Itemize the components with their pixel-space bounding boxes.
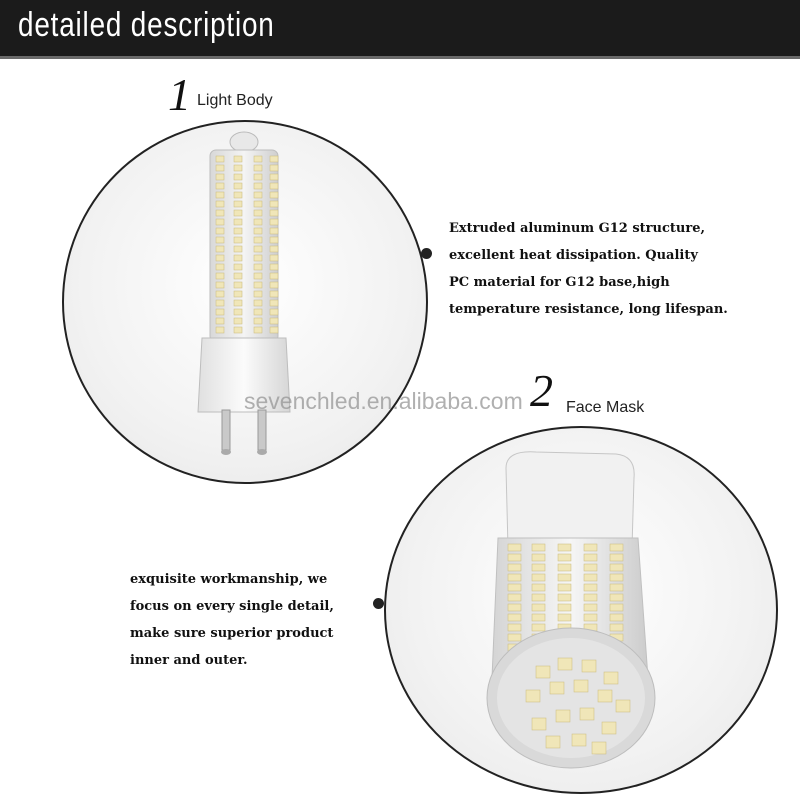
led-chip <box>558 614 571 621</box>
led-chip <box>546 736 560 748</box>
description-line: Extruded aluminum G12 structure, <box>449 221 705 236</box>
led-chip <box>234 219 242 225</box>
led-chip <box>216 156 224 162</box>
description-line: exquisite workmanship, we <box>130 572 328 587</box>
led-chip <box>270 201 278 207</box>
led-chip <box>558 574 571 581</box>
led-chip <box>216 309 224 315</box>
led-chip <box>270 255 278 261</box>
led-chip <box>556 710 570 722</box>
led-chip <box>558 594 571 601</box>
led-chip <box>610 554 623 561</box>
description-line: temperature resistance, long lifespan. <box>449 302 728 317</box>
led-chip <box>254 255 262 261</box>
led-chip <box>270 327 278 333</box>
led-chip <box>254 174 262 180</box>
led-chip <box>532 584 545 591</box>
led-chip <box>216 246 224 252</box>
led-chip <box>234 165 242 171</box>
led-chip <box>254 282 262 288</box>
led-chip <box>254 327 262 333</box>
led-chip <box>584 584 597 591</box>
led-chip <box>558 564 571 571</box>
led-chip <box>610 614 623 621</box>
led-chip <box>270 291 278 297</box>
led-chip <box>582 660 596 672</box>
led-chip <box>234 201 242 207</box>
led-chip <box>508 584 521 591</box>
led-chip <box>584 604 597 611</box>
led-chip <box>602 722 616 734</box>
led-chip <box>254 192 262 198</box>
led-chip <box>216 273 224 279</box>
led-chip <box>584 544 597 551</box>
led-chip <box>216 192 224 198</box>
led-chip <box>508 554 521 561</box>
led-chip <box>508 614 521 621</box>
led-chip <box>216 291 224 297</box>
led-chip <box>508 594 521 601</box>
led-chip <box>216 210 224 216</box>
led-chip <box>532 554 545 561</box>
led-chip <box>584 594 597 601</box>
led-chip <box>216 318 224 324</box>
led-chip <box>610 604 623 611</box>
led-chip <box>270 183 278 189</box>
led-chip <box>234 318 242 324</box>
led-chip <box>610 574 623 581</box>
led-chip <box>532 604 545 611</box>
led-chip <box>270 300 278 306</box>
led-chip <box>234 192 242 198</box>
led-chip <box>234 273 242 279</box>
header-title: detailed description <box>18 6 275 44</box>
led-chip <box>558 554 571 561</box>
led-chip <box>532 564 545 571</box>
led-chip <box>216 327 224 333</box>
section-label-light-body: Light Body <box>197 92 273 109</box>
led-chip <box>508 564 521 571</box>
led-chip <box>254 237 262 243</box>
description-line: make sure superior product <box>130 626 334 641</box>
header-banner <box>0 0 800 59</box>
led-chip <box>216 255 224 261</box>
led-chip <box>216 219 224 225</box>
face-mask-circle <box>384 426 778 794</box>
led-chip <box>270 309 278 315</box>
led-chip <box>270 192 278 198</box>
led-chip <box>254 201 262 207</box>
led-chip <box>234 255 242 261</box>
led-chip <box>580 708 594 720</box>
light-body-description <box>449 215 789 323</box>
led-chip <box>234 183 242 189</box>
led-chip <box>254 228 262 234</box>
bulb-angled-image <box>386 428 776 792</box>
led-chip <box>216 165 224 171</box>
led-chip <box>254 273 262 279</box>
led-chip <box>270 219 278 225</box>
led-chip <box>216 228 224 234</box>
led-chip <box>532 718 546 730</box>
led-chip <box>508 574 521 581</box>
led-chip <box>584 564 597 571</box>
led-chip <box>508 634 521 641</box>
section-number-2: 2 <box>530 365 553 416</box>
led-chip <box>610 564 623 571</box>
led-chip <box>254 219 262 225</box>
led-chip <box>254 291 262 297</box>
led-chip <box>270 156 278 162</box>
description-line: focus on every single detail, <box>130 599 334 614</box>
description-line: excellent heat dissipation. Quality <box>449 248 698 263</box>
face-mask-description <box>130 566 390 674</box>
led-chip <box>270 165 278 171</box>
led-chip <box>234 246 242 252</box>
led-chip <box>234 264 242 270</box>
led-chip <box>216 237 224 243</box>
led-chip <box>558 544 571 551</box>
led-chip <box>234 291 242 297</box>
led-chip <box>270 282 278 288</box>
led-chip <box>532 624 545 631</box>
led-chip <box>536 666 550 678</box>
led-chip <box>254 246 262 252</box>
led-chip <box>610 594 623 601</box>
led-chip <box>584 614 597 621</box>
led-chip <box>610 584 623 591</box>
led-chip <box>254 156 262 162</box>
led-chip <box>216 201 224 207</box>
led-chip <box>234 300 242 306</box>
led-chip <box>254 165 262 171</box>
led-chip <box>550 682 564 694</box>
led-chip <box>234 327 242 333</box>
led-chip <box>254 210 262 216</box>
led-chip <box>508 604 521 611</box>
led-chip <box>574 680 588 692</box>
led-chip <box>216 183 224 189</box>
led-chip <box>216 264 224 270</box>
led-chip <box>254 309 262 315</box>
led-chip <box>234 210 242 216</box>
light-body-circle <box>62 120 428 484</box>
led-chip <box>616 700 630 712</box>
description-line: PC material for G12 base,high <box>449 275 670 290</box>
led-chip <box>270 174 278 180</box>
led-chip <box>508 624 521 631</box>
led-chip <box>270 264 278 270</box>
led-chip <box>270 228 278 234</box>
led-chip <box>216 174 224 180</box>
led-chip <box>532 544 545 551</box>
led-chip <box>234 228 242 234</box>
section-number-1: 1 <box>168 69 191 120</box>
led-chip <box>254 300 262 306</box>
description-line: inner and outer. <box>130 653 248 668</box>
led-chip <box>558 658 572 670</box>
led-chip <box>592 742 606 754</box>
led-chip <box>234 174 242 180</box>
led-chip <box>270 318 278 324</box>
led-chip <box>610 544 623 551</box>
led-chip <box>254 318 262 324</box>
led-chip <box>270 246 278 252</box>
led-chip <box>254 183 262 189</box>
led-chip <box>584 574 597 581</box>
led-chip <box>610 624 623 631</box>
bullet-dot <box>421 248 432 259</box>
led-chip <box>558 584 571 591</box>
led-chip <box>508 544 521 551</box>
led-chip <box>254 264 262 270</box>
led-chip <box>532 614 545 621</box>
bulb-vertical-image <box>64 122 426 482</box>
led-chip <box>234 282 242 288</box>
led-chip <box>234 237 242 243</box>
led-chip <box>598 690 612 702</box>
led-chip <box>584 554 597 561</box>
led-chip <box>558 604 571 611</box>
led-chip <box>604 672 618 684</box>
led-chip <box>216 282 224 288</box>
led-chip <box>216 300 224 306</box>
led-chip <box>270 210 278 216</box>
led-chip <box>532 594 545 601</box>
led-chip <box>270 237 278 243</box>
watermark-text: sevenchled.en.alibaba.com <box>244 388 523 414</box>
led-chip <box>234 309 242 315</box>
led-chip <box>532 574 545 581</box>
led-chip <box>270 273 278 279</box>
led-chip <box>234 156 242 162</box>
led-chip <box>526 690 540 702</box>
section-label-face-mask: Face Mask <box>566 399 645 416</box>
led-chip <box>572 734 586 746</box>
